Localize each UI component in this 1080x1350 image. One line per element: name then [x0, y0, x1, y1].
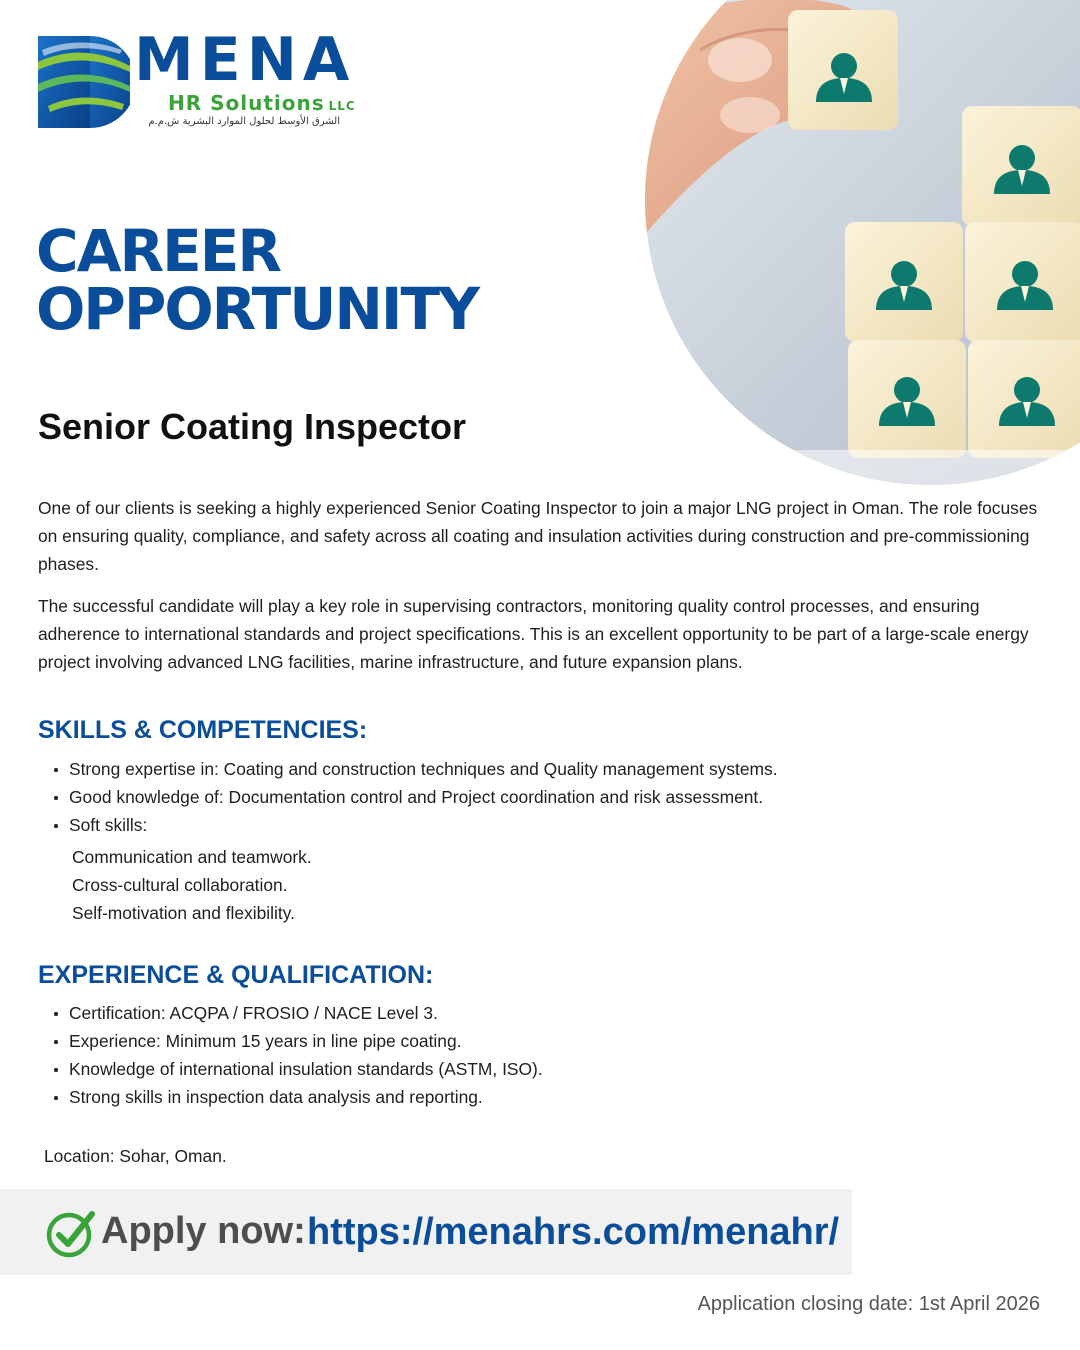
list-item: Cross-cultural collaboration.: [72, 875, 288, 895]
page-headline: [36, 217, 479, 343]
list-item: Self-motivation and flexibility.: [72, 903, 295, 923]
intro-paragraph-1: One of our clients is seeking a highly experienced Senior Coating Inspector to join a major LNG project in Oman. The role focuses on ensuring quality, compliance, and safety across all coating and insulation activities during construction and pre-commissioning phases.: [38, 498, 1038, 574]
job-title: Senior Coating Inspector: [38, 406, 467, 447]
logo-llc: LLC: [328, 99, 356, 113]
soft-skills-list: [72, 843, 312, 927]
list-item: Knowledge of international insulation standards (ASTM, ISO).: [52, 1055, 543, 1083]
apply-label: Apply now:: [101, 1210, 306, 1252]
skills-heading: SKILLS & COMPETENCIES:: [38, 716, 368, 744]
skills-list: [52, 755, 778, 839]
list-item: Certification: ACQPA / FROSIO / NACE Level 3.: [52, 999, 543, 1027]
person-blocks-icon: [640, 0, 1080, 490]
list-item: Soft skills:: [52, 811, 778, 839]
company-logo: [38, 25, 358, 136]
list-item: Strong skills in inspection data analysis and reporting.: [52, 1083, 543, 1111]
list-item: Good knowledge of: Documentation control and Project coordination and risk assessment.: [52, 783, 778, 811]
list-item: Strong expertise in: Coating and construction techniques and Quality management systems.: [52, 755, 778, 783]
headline-line-1: CAREER: [36, 217, 281, 285]
logo-arabic-text: الشرق الأوسط لحلول الموارد البشرية ش.م.م: [148, 116, 340, 127]
logo-subtitle: [168, 91, 356, 115]
experience-list: [52, 999, 543, 1111]
apply-link[interactable]: https://menahrs.com/menahr/: [307, 1211, 840, 1253]
closing-date: Application closing date: 1st April 2026: [697, 1293, 1040, 1315]
list-item: Communication and teamwork.: [72, 847, 312, 867]
headline-line-2: OPPORTUNITY: [36, 275, 479, 343]
check-circle-icon: [46, 1208, 96, 1258]
logo-subtitle-text: HR Solutions: [168, 91, 325, 115]
experience-heading: EXPERIENCE & QUALIFICATION:: [38, 961, 434, 989]
logo-wordmark: MENA: [134, 25, 356, 95]
intro-paragraph-2: The successful candidate will play a key role in supervising contractors, monitoring quality control processes, and ensuring adherence to international standards and project specifications. This is an excellent opportunity to be part of a large-scale energy project involving advanced LNG facilities, marine infrastructure, and future expansion plans.: [38, 596, 1029, 672]
list-item: Experience: Minimum 15 years in line pipe coating.: [52, 1027, 543, 1055]
globe-swoosh-icon: [38, 36, 130, 128]
job-location: Location: Sohar, Oman.: [44, 1146, 227, 1166]
